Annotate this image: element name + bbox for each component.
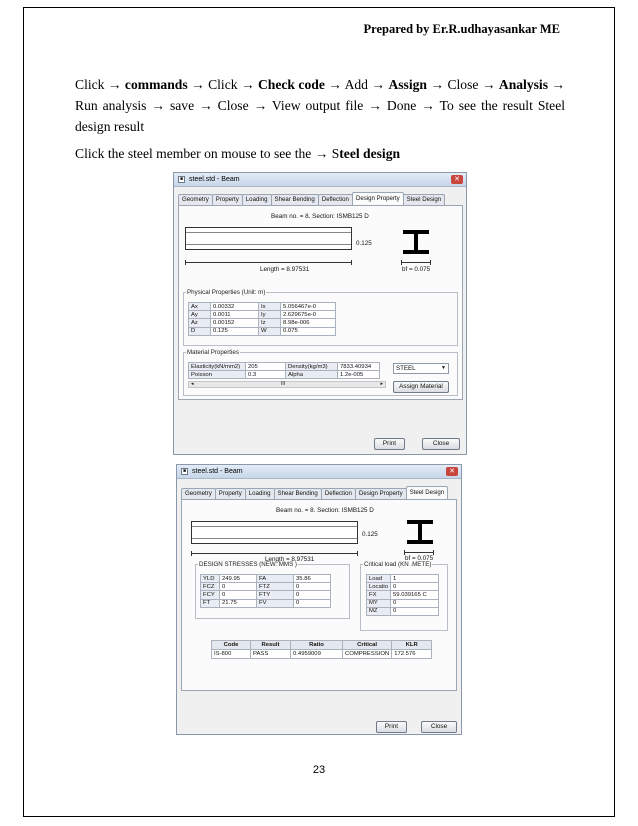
property-value: 0.3 bbox=[246, 371, 286, 379]
table-row bbox=[189, 303, 336, 311]
property-label: W bbox=[259, 327, 281, 335]
flange-width-label: bf = 0.075 bbox=[405, 555, 434, 562]
property-value: 7833.40934 bbox=[338, 363, 380, 371]
column-header: Critical bbox=[343, 641, 392, 650]
tab-property[interactable]: Property bbox=[215, 488, 246, 499]
table-row bbox=[189, 363, 380, 371]
design-result-table bbox=[211, 640, 432, 659]
tab-panel bbox=[178, 205, 463, 400]
tab-shear-bending[interactable]: Shear Bending bbox=[271, 194, 319, 205]
dialog-titlebar bbox=[177, 465, 461, 479]
material-scrollbar[interactable]: ◂ III ▸ bbox=[188, 381, 386, 388]
property-value: 0 bbox=[294, 591, 331, 599]
property-label: Ay bbox=[189, 311, 211, 319]
beam-elevation bbox=[191, 521, 358, 544]
material-properties-legend: Material Properties bbox=[187, 349, 239, 356]
property-label: Ix bbox=[259, 303, 281, 311]
critical-load-table bbox=[366, 574, 439, 616]
tab-property[interactable]: Property bbox=[212, 194, 243, 205]
column-header: Ratio bbox=[291, 641, 343, 650]
table-row bbox=[189, 327, 336, 335]
property-value: 0.0011 bbox=[211, 311, 259, 319]
result-cell: COMPRESSION bbox=[343, 650, 392, 659]
table-row bbox=[367, 599, 439, 607]
instruction-text: → Add → bbox=[324, 77, 389, 92]
app-icon: ■ bbox=[179, 176, 184, 182]
emphasized-term: teel design bbox=[339, 146, 401, 161]
property-label: MY bbox=[367, 599, 391, 607]
property-label: Ax bbox=[189, 303, 211, 311]
property-value: 1.2e-005 bbox=[338, 371, 380, 379]
tab-strip bbox=[181, 488, 447, 499]
physical-properties-legend: Physical Properties (Unit: m) bbox=[187, 289, 266, 296]
property-value: 8.98e-006 bbox=[281, 319, 336, 327]
instruction-text: Click the steel member on mouse to see the → S bbox=[75, 146, 340, 161]
table-row bbox=[367, 591, 439, 599]
table-row bbox=[189, 311, 336, 319]
close-button[interactable]: Close bbox=[421, 721, 457, 733]
window-close-icon[interactable]: ✕ bbox=[451, 175, 463, 184]
property-label: FTZ bbox=[257, 583, 294, 591]
instruction-paragraph-2 bbox=[75, 143, 565, 164]
flange-dimension-line bbox=[404, 552, 434, 553]
property-value: 0.075 bbox=[281, 327, 336, 335]
dialog-titlebar bbox=[174, 173, 466, 187]
design-stresses-table bbox=[200, 574, 331, 608]
i-section-icon bbox=[407, 520, 433, 544]
property-label: D bbox=[189, 327, 211, 335]
tab-strip bbox=[178, 194, 444, 205]
property-label: Density(kg/m3) bbox=[286, 363, 338, 371]
tab-shear-bending[interactable]: Shear Bending bbox=[274, 488, 322, 499]
close-button[interactable]: Close bbox=[422, 438, 460, 450]
property-value: 205 bbox=[246, 363, 286, 371]
tab-geometry[interactable]: Geometry bbox=[178, 194, 213, 205]
tab-design-property[interactable]: Design Property bbox=[352, 192, 404, 205]
tab-deflection[interactable]: Deflection bbox=[321, 488, 356, 499]
beam-section-label: Beam no. = 8. Section: ISMB125 D bbox=[276, 507, 374, 514]
property-value: 21.75 bbox=[220, 599, 257, 607]
instruction-text: → Run analysis → save → Close → View output file → Done → To see the result Steel design result bbox=[75, 77, 566, 134]
instruction-paragraph-1 bbox=[75, 74, 565, 137]
flange-dimension-line bbox=[401, 262, 431, 263]
property-label: Az bbox=[189, 319, 211, 327]
column-header: KLR bbox=[392, 641, 432, 650]
property-label: Iy bbox=[259, 311, 281, 319]
instruction-text: → Click → bbox=[187, 77, 258, 92]
physical-properties-table bbox=[188, 302, 336, 336]
table-header-row bbox=[212, 641, 432, 650]
flange-width-label: bf = 0.075 bbox=[402, 266, 431, 273]
table-row bbox=[201, 575, 331, 583]
tab-geometry[interactable]: Geometry bbox=[181, 488, 216, 499]
table-row bbox=[367, 607, 439, 615]
beam-dialog-steel-design bbox=[176, 464, 462, 735]
property-value: 5.056467e-0 bbox=[281, 303, 336, 311]
property-label: Iz bbox=[259, 319, 281, 327]
property-value: 0.00152 bbox=[211, 319, 259, 327]
header-note: Prepared by Er.R.udhayasankar ME bbox=[363, 22, 560, 36]
app-icon: ■ bbox=[182, 468, 187, 474]
tab-panel bbox=[181, 499, 457, 691]
result-cell: IS-800 bbox=[212, 650, 251, 659]
property-value: 0 bbox=[391, 583, 439, 591]
property-label: MZ bbox=[367, 607, 391, 615]
property-label: Alpha bbox=[286, 371, 338, 379]
depth-label: 0.125 bbox=[362, 531, 378, 538]
table-row bbox=[212, 650, 432, 659]
result-cell: PASS bbox=[251, 650, 291, 659]
property-label: FX bbox=[367, 591, 391, 599]
design-stresses-legend: DESIGN STRESSES (NEW. MMS ) bbox=[199, 561, 297, 568]
property-label: FCZ bbox=[201, 583, 220, 591]
property-label: Poisson bbox=[189, 371, 246, 379]
property-value: 1 bbox=[391, 575, 439, 583]
table-row bbox=[201, 599, 331, 607]
column-header: Result bbox=[251, 641, 291, 650]
property-value: 0 bbox=[391, 599, 439, 607]
property-value: 0 bbox=[220, 583, 257, 591]
emphasized-term: Analysis bbox=[498, 77, 548, 92]
print-button[interactable]: Print bbox=[374, 438, 405, 450]
emphasized-term: Assign bbox=[388, 77, 427, 92]
property-value: 0 bbox=[294, 599, 331, 607]
property-value: 35.86 bbox=[294, 575, 331, 583]
tab-steel-design[interactable]: Steel Design bbox=[403, 194, 446, 205]
tab-loading[interactable]: Loading bbox=[245, 488, 275, 499]
property-label: YLD bbox=[201, 575, 220, 583]
beam-section-label: Beam no. = 8. Section: ISMB125 D bbox=[271, 213, 369, 220]
property-label: FV bbox=[257, 599, 294, 607]
depth-label: 0.125 bbox=[356, 240, 372, 247]
i-section-icon bbox=[403, 230, 429, 254]
property-value: 249.95 bbox=[220, 575, 257, 583]
property-label: Elasticity(kN/mm2) bbox=[189, 363, 246, 371]
assign-material-button[interactable]: Assign Material bbox=[393, 381, 449, 393]
property-value: 0.00332 bbox=[211, 303, 259, 311]
property-label: FCY bbox=[201, 591, 220, 599]
instruction-text: Click → bbox=[75, 77, 125, 92]
critical-load-legend: Critical load (KN .METE) bbox=[364, 561, 432, 568]
length-dimension-line bbox=[191, 553, 358, 554]
emphasized-term: commands bbox=[124, 77, 188, 92]
instruction-text: → Close → bbox=[426, 77, 499, 92]
window-close-icon[interactable]: ✕ bbox=[446, 467, 458, 476]
property-label: FTY bbox=[257, 591, 294, 599]
table-row bbox=[367, 583, 439, 591]
length-dimension-line bbox=[185, 262, 352, 263]
material-select[interactable]: STEEL ▼ bbox=[393, 363, 449, 374]
property-label: Locatio bbox=[367, 583, 391, 591]
length-label: Length = 8.97531 bbox=[265, 556, 315, 563]
property-value: 0.125 bbox=[211, 327, 259, 335]
column-header: Code bbox=[212, 641, 251, 650]
page-number: 23 bbox=[312, 764, 326, 776]
table-row bbox=[189, 371, 380, 379]
beam-elevation bbox=[185, 227, 352, 250]
dialog-title: steel.std - Beam bbox=[189, 176, 240, 183]
material-properties-table bbox=[188, 362, 380, 379]
tab-design-property[interactable]: Design Property bbox=[355, 488, 407, 499]
table-row bbox=[201, 583, 331, 591]
table-row bbox=[367, 575, 439, 583]
dialog-title: steel.std - Beam bbox=[192, 468, 243, 475]
chevron-down-icon: ▼ bbox=[441, 365, 446, 371]
property-value: 0 bbox=[391, 607, 439, 615]
property-label: FA bbox=[257, 575, 294, 583]
tab-loading[interactable]: Loading bbox=[242, 194, 272, 205]
result-cell: 0.4959009 bbox=[291, 650, 343, 659]
tab-steel-design[interactable]: Steel Design bbox=[406, 486, 449, 499]
tab-deflection[interactable]: Deflection bbox=[318, 194, 353, 205]
length-label: Length = 8.97531 bbox=[260, 266, 310, 273]
table-row bbox=[189, 319, 336, 327]
print-button[interactable]: Print bbox=[376, 721, 407, 733]
beam-dialog-design-property bbox=[173, 172, 467, 455]
table-row bbox=[201, 591, 331, 599]
result-cell: 172.576 bbox=[392, 650, 432, 659]
property-label: Load bbox=[367, 575, 391, 583]
property-value: 0 bbox=[294, 583, 331, 591]
property-label: FT bbox=[201, 599, 220, 607]
property-value: 59.039165 C bbox=[391, 591, 439, 599]
property-value: 0 bbox=[220, 591, 257, 599]
property-value: 2.629675e-0 bbox=[281, 311, 336, 319]
emphasized-term: Check code bbox=[257, 77, 325, 92]
